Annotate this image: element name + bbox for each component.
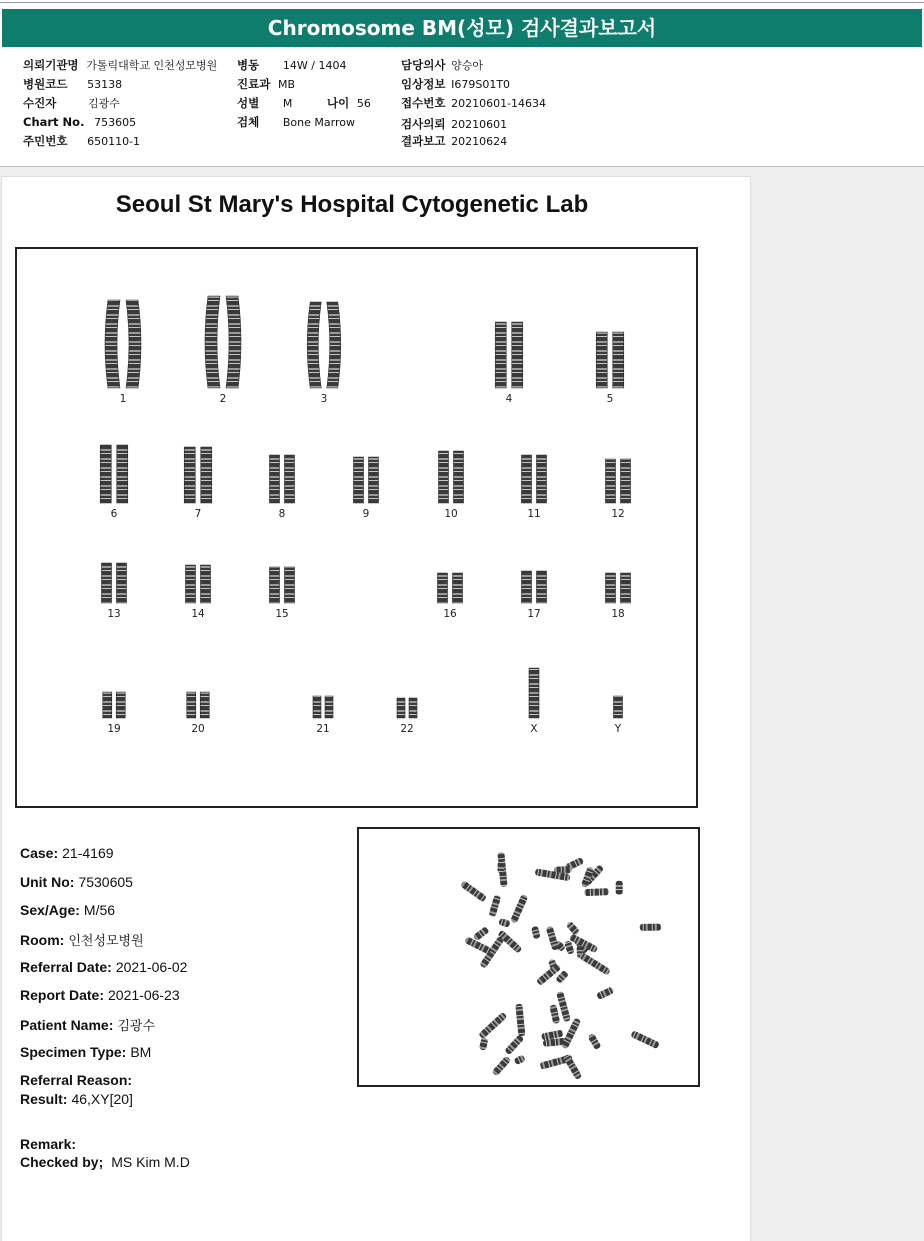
room-row xyxy=(20,930,144,949)
checked-label: Checked by; xyxy=(20,1154,104,1170)
chromosome-22-1 xyxy=(397,698,405,718)
checked-row xyxy=(20,1154,190,1170)
chromosome-pair-17 xyxy=(522,571,547,603)
chromosome-pair-16 xyxy=(438,573,463,603)
receipt-no-label: 접수번호 xyxy=(401,96,446,110)
metaphase-chromosome xyxy=(561,1018,581,1050)
chromosome-label-16: 16 xyxy=(443,608,457,620)
unit-value: 7530605 xyxy=(78,874,133,890)
chromosome-21-1 xyxy=(313,696,321,718)
report-date-row xyxy=(20,987,180,1003)
chromosome-label-15: 15 xyxy=(275,608,289,620)
case-details xyxy=(20,841,350,1241)
chromosome-label-3: 3 xyxy=(320,393,328,405)
chromosome-pair-18 xyxy=(606,573,631,603)
chromosome-8-2 xyxy=(285,455,295,503)
referral-reason-label: Referral Reason: xyxy=(20,1072,133,1088)
age-field xyxy=(327,95,371,111)
metaphase-chromosome xyxy=(563,1054,583,1080)
sex-label: 성별 xyxy=(237,96,260,110)
report-header xyxy=(0,0,924,167)
chromosome-pair-19 xyxy=(103,692,126,718)
institution-field xyxy=(23,57,217,73)
metaphase-chromosome xyxy=(596,986,614,1000)
chromosome-pair-10 xyxy=(439,451,464,503)
unit-label: Unit No: xyxy=(20,874,75,890)
metaphase-chromosome xyxy=(546,926,560,951)
clinical-info-value: I679S01T0 xyxy=(451,78,511,91)
patient-value: 김광수 xyxy=(87,97,120,110)
chromosome-19-2 xyxy=(116,692,125,718)
request-date-label: 검사의뢰 xyxy=(401,117,446,131)
chromosome-2-2 xyxy=(226,296,241,388)
chromosome-14-2 xyxy=(201,565,211,603)
chromosome-11-2 xyxy=(537,455,547,503)
chromosome-label-14: 14 xyxy=(191,608,205,620)
sex-field xyxy=(237,95,292,111)
top-rule xyxy=(0,2,924,3)
chromosome-pair-2 xyxy=(205,296,241,388)
chart-no-label: Chart No. xyxy=(23,115,85,129)
id-no-label: 주민번호 xyxy=(23,134,68,148)
doctor-label: 담당의사 xyxy=(401,58,446,72)
referral-date-row xyxy=(20,959,187,975)
report-date-label-2: Report Date: xyxy=(20,987,105,1003)
result-value: 46,XY[20] xyxy=(71,1091,133,1107)
report-date-value-2: 2021-06-23 xyxy=(108,987,180,1003)
metaphase-spread-panel xyxy=(357,827,700,1087)
chromosome-15-2 xyxy=(285,567,295,603)
checked-value: MS Kim M.D xyxy=(111,1154,190,1170)
patient-name-value: 김광수 xyxy=(117,1018,156,1033)
chromosome-1-2 xyxy=(126,300,141,388)
chromosome-pair-3 xyxy=(307,302,341,388)
metaphase-chromosome xyxy=(536,963,562,986)
institution-value: 가톨릭대학교 인천성모병원 xyxy=(86,59,218,72)
department-field xyxy=(237,76,295,92)
chromosome-pair-9 xyxy=(354,457,379,503)
chromosome-19-1 xyxy=(103,692,112,718)
chromosome-pair-13 xyxy=(102,563,127,603)
unit-row xyxy=(20,874,133,890)
chromosome-Y-1 xyxy=(614,696,623,718)
report-date-label: 결과보고 xyxy=(401,134,446,148)
chromosome-pair-21 xyxy=(313,696,333,718)
remark-row xyxy=(20,1136,76,1152)
chromosome-label-6: 6 xyxy=(110,508,118,520)
chromosome-5-1 xyxy=(596,332,607,388)
chromosome-label-12: 12 xyxy=(611,508,625,520)
chromosome-12-2 xyxy=(621,459,631,503)
department-label: 진료과 xyxy=(237,77,271,91)
age-label: 나이 xyxy=(327,96,350,110)
chromosome-15-1 xyxy=(270,567,280,603)
chromosome-pair-8 xyxy=(270,455,295,503)
chromosome-10-1 xyxy=(439,451,449,503)
hospital-code-label: 병원코드 xyxy=(23,77,68,91)
sex-value: M xyxy=(282,97,293,110)
department-value: MB xyxy=(277,78,296,91)
cytogenetic-report xyxy=(1,176,751,1241)
room-value: 인천성모병원 xyxy=(68,933,144,948)
remark-label: Remark: xyxy=(20,1136,77,1152)
chromosome-label-4: 4 xyxy=(505,393,513,405)
chromosome-pair-X xyxy=(529,668,539,718)
chromosome-6-1 xyxy=(100,445,111,503)
case-value: 21-4169 xyxy=(62,845,114,861)
chromosome-4-1 xyxy=(495,322,506,388)
lab-title: Seoul St Mary's Hospital Cytogenetic Lab xyxy=(115,191,589,218)
chromosome-14-1 xyxy=(186,565,196,603)
chromosome-17-1 xyxy=(522,571,532,603)
chromosome-label-7: 7 xyxy=(194,508,202,520)
chromosome-11-1 xyxy=(522,455,532,503)
chromosome-10-2 xyxy=(454,451,464,503)
chromosome-3-1 xyxy=(307,302,321,388)
metaphase-chromosome xyxy=(564,940,575,955)
chromosome-pair-15 xyxy=(270,567,295,603)
chromosome-label-11: 11 xyxy=(527,508,541,520)
result-row xyxy=(20,1091,133,1107)
metaphase-chromosome xyxy=(492,1056,512,1077)
chromosome-pair-12 xyxy=(606,459,631,503)
ward-field xyxy=(237,57,346,73)
chromosome-3-2 xyxy=(327,302,341,388)
hospital-code-field xyxy=(23,76,122,92)
chromosome-9-1 xyxy=(354,457,364,503)
chromosome-17-2 xyxy=(537,571,547,603)
chromosome-label-13: 13 xyxy=(107,608,121,620)
chromosome-label-22: 22 xyxy=(400,723,414,735)
age-value: 56 xyxy=(356,97,371,110)
chromosome-label-19: 19 xyxy=(107,723,121,735)
chromosome-4-2 xyxy=(512,322,523,388)
patient-name-label: Patient Name: xyxy=(20,1017,114,1033)
metaphase-chromosome xyxy=(584,888,609,896)
chromosome-22-2 xyxy=(409,698,417,718)
specimen-value: Bone Marrow xyxy=(282,116,355,129)
chromosome-pair-11 xyxy=(522,455,547,503)
referral-reason-row xyxy=(20,1072,132,1088)
result-label: Result: xyxy=(20,1091,68,1107)
chart-no-field xyxy=(23,115,136,129)
chromosome-pair-1 xyxy=(105,300,141,388)
case-label: Case: xyxy=(20,845,59,861)
metaphase-chromosome xyxy=(566,921,580,936)
hospital-code-value: 53138 xyxy=(87,78,123,91)
metaphase-chromosome xyxy=(531,926,541,939)
institution-label: 의뢰기관명 xyxy=(23,58,79,72)
chromosome-pair-4 xyxy=(495,322,523,388)
chromosome-label-1: 1 xyxy=(119,393,127,405)
specimen-type-row xyxy=(20,1044,151,1060)
chromosome-16-2 xyxy=(453,573,463,603)
referral-date-value: 2021-06-02 xyxy=(115,959,188,975)
metaphase-chromosome xyxy=(616,881,623,895)
chromosome-7-2 xyxy=(201,447,212,503)
metaphase-chromosome xyxy=(549,1004,560,1024)
metaphase-chromosome xyxy=(514,1055,526,1066)
chromosome-X-1 xyxy=(529,668,539,718)
metaphase-chromosome xyxy=(515,1004,525,1037)
metaphase-chromosome xyxy=(479,1037,488,1050)
metaphase-chromosome xyxy=(640,924,661,931)
ward-label: 병동 xyxy=(237,58,260,72)
chromosome-pair-14 xyxy=(186,565,211,603)
chromosome-label-Y: Y xyxy=(614,723,622,735)
sexage-label: Sex/Age: xyxy=(20,902,80,918)
report-date-value: 20210624 xyxy=(451,135,508,148)
patient-field xyxy=(23,95,120,111)
sexage-value: M/56 xyxy=(83,902,116,918)
chart-no-value: 753605 xyxy=(94,116,137,129)
doctor-field xyxy=(401,57,483,73)
chromosome-12-1 xyxy=(606,459,616,503)
chromosome-8-1 xyxy=(270,455,280,503)
report-date-field xyxy=(401,133,507,149)
chromosome-13-2 xyxy=(117,563,127,603)
metaphase-chromosome xyxy=(504,1034,524,1055)
metaphase-chromosome xyxy=(579,952,611,976)
report-title-bar: Chromosome BM(성모) 검사결과보고서 xyxy=(2,9,922,47)
id-no-field xyxy=(23,133,140,149)
id-no-value: 650110-1 xyxy=(87,135,141,148)
metaphase-chromosome xyxy=(479,936,504,969)
specimen-type-label: Specimen Type: xyxy=(20,1044,127,1060)
specimen-field xyxy=(237,114,355,130)
patient-label: 수진자 xyxy=(23,96,57,110)
chromosome-pair-7 xyxy=(184,447,212,503)
metaphase-chromosome xyxy=(630,1030,660,1049)
clinical-info-label: 임상정보 xyxy=(401,77,446,91)
metaphase-chromosome xyxy=(497,861,505,874)
chromosome-13-1 xyxy=(102,563,112,603)
ward-value: 14W / 1404 xyxy=(282,59,347,72)
karyogram-image xyxy=(17,249,696,806)
room-label: Room: xyxy=(20,932,65,948)
referral-date-label: Referral Date: xyxy=(20,959,112,975)
metaphase-chromosome xyxy=(587,1033,601,1050)
chromosome-18-1 xyxy=(606,573,616,603)
metaphase-chromosome xyxy=(473,926,490,941)
chromosome-5-2 xyxy=(613,332,624,388)
chromosome-label-9: 9 xyxy=(362,508,370,520)
chromosome-pair-Y xyxy=(614,696,623,718)
chromosome-label-10: 10 xyxy=(444,508,458,520)
clinical-info-field xyxy=(401,76,510,92)
chromosome-21-2 xyxy=(325,696,333,718)
chromosome-2-1 xyxy=(205,296,220,388)
chromosome-pair-20 xyxy=(187,692,210,718)
chromosome-pair-5 xyxy=(596,332,624,388)
chromosome-label-X: X xyxy=(530,723,538,735)
karyogram-panel xyxy=(15,247,698,808)
chromosome-label-17: 17 xyxy=(527,608,541,620)
chromosome-1-1 xyxy=(105,300,120,388)
doctor-value: 양승아 xyxy=(451,59,483,72)
chromosome-6-2 xyxy=(117,445,128,503)
request-date-value: 20210601 xyxy=(451,118,508,131)
chromosome-label-8: 8 xyxy=(278,508,286,520)
metaphase-chromosome xyxy=(498,918,510,928)
chromosome-label-2: 2 xyxy=(219,393,227,405)
request-date-field xyxy=(401,116,507,132)
specimen-label: 검체 xyxy=(237,115,260,129)
chromosome-label-18: 18 xyxy=(611,608,625,620)
specimen-type-value: BM xyxy=(130,1044,152,1060)
chromosome-18-2 xyxy=(621,573,631,603)
chromosome-pair-22 xyxy=(397,698,417,718)
chromosome-7-1 xyxy=(184,447,195,503)
metaphase-chromosome xyxy=(488,895,501,918)
patient-name-row xyxy=(20,1015,155,1034)
chromosome-16-1 xyxy=(438,573,448,603)
chromosome-20-2 xyxy=(200,692,209,718)
metaphase-spread-image xyxy=(359,829,698,1085)
receipt-no-value: 20210601-14634 xyxy=(451,97,547,110)
case-row xyxy=(20,845,114,861)
metaphase-chromosome xyxy=(460,880,487,902)
chromosome-label-5: 5 xyxy=(606,393,614,405)
chromosome-label-20: 20 xyxy=(191,723,205,735)
metaphase-chromosome xyxy=(478,1012,507,1040)
chromosome-label-21: 21 xyxy=(316,723,330,735)
receipt-no-field xyxy=(401,95,546,111)
chromosome-20-1 xyxy=(187,692,196,718)
metaphase-chromosome xyxy=(510,894,528,924)
chromosome-pair-6 xyxy=(100,445,128,503)
chromosome-9-2 xyxy=(369,457,379,503)
sexage-row xyxy=(20,902,115,918)
